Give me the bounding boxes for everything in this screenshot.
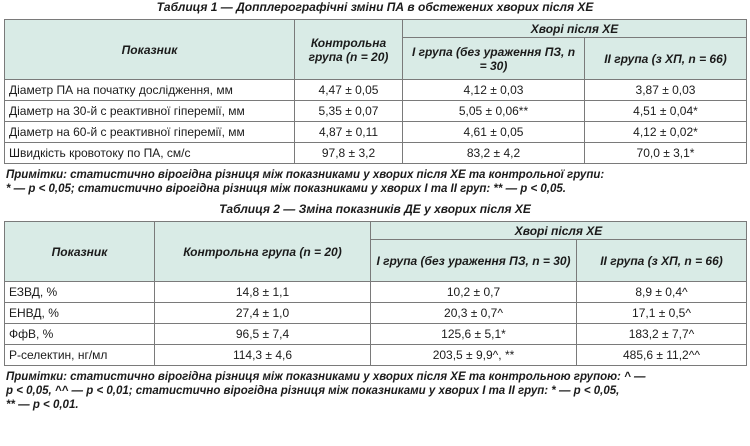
table-row: [5, 303, 747, 324]
row-label: ЕЗВД, %: [5, 282, 155, 303]
control-value: 96,5 ± 7,4: [155, 324, 371, 345]
group1-value: 203,5 ± 9,9^, **: [371, 345, 577, 366]
row-label: ЕНВД, %: [5, 303, 155, 324]
table1-header-indicator: Показник: [5, 20, 295, 80]
table2-header-group2: ІІ група (з ХП, n = 66): [577, 240, 747, 282]
control-value: 5,35 ± 0,07: [295, 101, 403, 122]
table1: [4, 19, 747, 164]
group2-value: 8,9 ± 0,4^: [577, 282, 747, 303]
table-row: [5, 345, 747, 366]
group2-value: 183,2 ± 7,7^: [577, 324, 747, 345]
table-row: [5, 80, 747, 101]
table-row: [5, 143, 747, 164]
table2-header-indicator: Показник: [5, 222, 155, 282]
table1-header-control: Контрольна група (n = 20): [295, 20, 403, 80]
table2-header-control: Контрольна група (n = 20): [155, 222, 371, 282]
row-label: Швидкість кровотоку по ПА, см/с: [5, 143, 295, 164]
table-row: [5, 282, 747, 303]
table1-note: [6, 168, 746, 196]
table1-header-patients: Хворі після ХЕ: [403, 20, 747, 38]
table2-header-patients: Хворі після ХЕ: [371, 222, 747, 240]
group1-value: 125,6 ± 5,1*: [371, 324, 577, 345]
table2-note-line1: Примітки: статистично вірогідна різниця між показниками у хворих після ХЕ та контрольною групою: ^ —: [6, 371, 646, 383]
table2-note-line3: ** — р < 0,01.: [6, 399, 79, 411]
group2-value: 4,51 ± 0,04*: [585, 101, 747, 122]
group1-value: 10,2 ± 0,7: [371, 282, 577, 303]
table1-header-group2: ІІ група (з ХП, n = 66): [585, 38, 747, 80]
table2-note: [6, 370, 746, 412]
table-row: [5, 122, 747, 143]
group2-value: 17,1 ± 0,5^: [577, 303, 747, 324]
group1-value: 5,05 ± 0,06**: [403, 101, 585, 122]
group2-value: 3,87 ± 0,03: [585, 80, 747, 101]
group1-value: 4,61 ± 0,05: [403, 122, 585, 143]
table1-note-line2: * — р < 0,05; статистично вірогідна різниця між показниками у хворих І та ІІ груп: ** — р < 0,05.: [6, 183, 566, 195]
control-value: 27,4 ± 1,0: [155, 303, 371, 324]
table-row: [5, 101, 747, 122]
group1-value: 83,2 ± 4,2: [403, 143, 585, 164]
group1-value: 4,12 ± 0,03: [403, 80, 585, 101]
table2-caption: Таблиця 2 — Зміна показників ДЕ у хворих після ХЕ: [219, 202, 531, 216]
table2-note-line2: р < 0,05, ^^ — р < 0,01; статистично вірогідна різниця між показниками у хворих І та ІІ груп: * — р < 0,05,: [6, 385, 620, 397]
table2: [4, 221, 747, 366]
control-value: 4,47 ± 0,05: [295, 80, 403, 101]
control-value: 4,87 ± 0,11: [295, 122, 403, 143]
control-value: 114,3 ± 4,6: [155, 345, 371, 366]
table1-header-group1: І група (без ураження ПЗ, n = 30): [403, 38, 585, 80]
group1-value: 20,3 ± 0,7^: [371, 303, 577, 324]
row-label: Діаметр ПА на початку дослідження, мм: [5, 80, 295, 101]
row-label: ФфВ, %: [5, 324, 155, 345]
row-label: Діаметр на 30-й с реактивної гіперемії, мм: [5, 101, 295, 122]
row-label: Діаметр на 60-й с реактивної гіперемії, мм: [5, 122, 295, 143]
row-label: Р-селектин, нг/мл: [5, 345, 155, 366]
group2-value: 70,0 ± 3,1*: [585, 143, 747, 164]
table2-header-group1: І група (без ураження ПЗ, n = 30): [371, 240, 577, 282]
group2-value: 485,6 ± 11,2^^: [577, 345, 747, 366]
table-row: [5, 324, 747, 345]
table1-note-line1: Примітки: статистично вірогідна різниця між показниками у хворих після ХЕ та контрольної групи:: [6, 169, 605, 181]
control-value: 14,8 ± 1,1: [155, 282, 371, 303]
control-value: 97,8 ± 3,2: [295, 143, 403, 164]
table1-caption: Таблиця 1 — Допплерографічні зміни ПА в обстежених хворих після ХЕ: [156, 0, 594, 14]
group2-value: 4,12 ± 0,02*: [585, 122, 747, 143]
